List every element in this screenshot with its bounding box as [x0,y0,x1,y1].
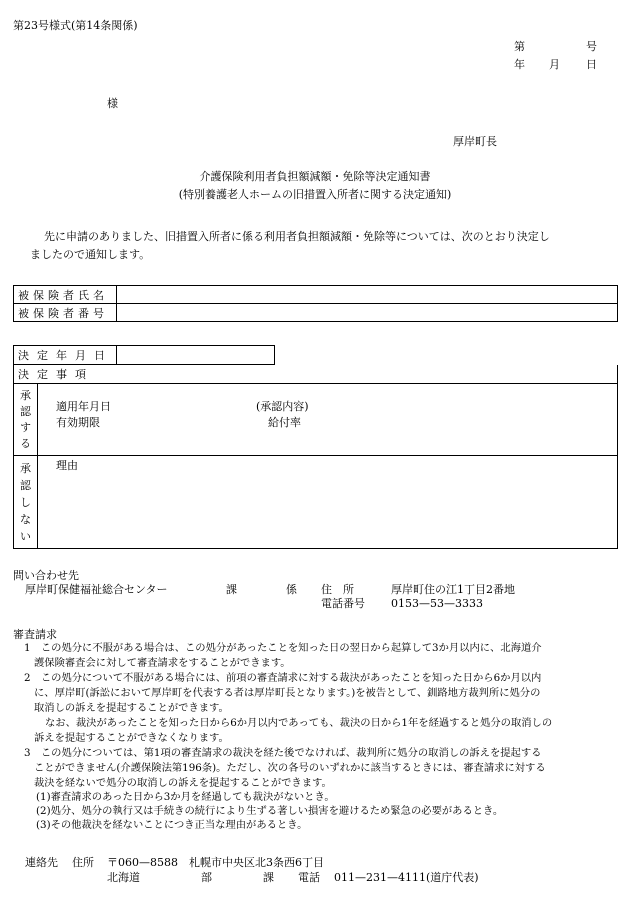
inquiry-heading: 問い合わせ先 [13,569,79,582]
deny-char-3: し [20,496,31,509]
date-year-label: 年 [514,58,525,71]
inquiry-address: 厚岸町住の江1丁目2番地 [391,583,515,596]
review-sub2: (2)処分、処分の執行又は手続きの続行により生ずる著しい損害を避けるため緊急の必要があるとき。 [36,805,504,817]
contact-phone: 011—231—4111(道庁代表) [334,871,479,884]
approve-label-cell [14,384,38,455]
contact-ka: 課 [263,871,274,884]
inquiry-kakari: 係 [286,583,297,596]
contact-address: 〒060—8588 札幌市中央区北3条西6丁目 [107,856,324,869]
inquiry-ka: 課 [226,583,237,596]
reason-label: 理由 [56,459,78,472]
insured-name-label: 被保険者氏名 [14,286,117,304]
review-heading: 審査請求 [13,628,57,641]
deny-char-1: 承 [20,462,31,475]
review-sub3: (3)その他裁決を経ないことにつき正当な理由があるとき。 [36,819,308,831]
intro-line-1: 先に申請のありました、旧措置入所者に係る利用者負担額減額・免除等については、次のとおり決定し [44,230,550,243]
review-item3-line3: 裁決を経ないで処分の取消しの訴えを提起することができます。 [34,777,332,789]
contact-phone-label: 電話 [298,871,320,884]
insured-table [13,285,618,322]
contact-address-label: 住所 [72,856,94,869]
review-item3-line1: 3 この処分については、第1項の審査請求の裁決を経た後でなければ、裁判所に処分の取消しの訴えを提起する [24,747,542,759]
number-label-go: 号 [586,40,597,53]
approve-char-4: る [20,437,31,450]
review-item2-line5: 訴えを提起することができなくなります。 [34,732,229,744]
document-subtitle: (特別養護老人ホームの旧措置入所者に関する決定通知) [178,188,452,201]
approve-char-2: 認 [20,405,31,418]
deny-label-cell [14,456,38,549]
decision-items-header [14,365,617,384]
decision-items-label: 決定事項 [18,368,94,381]
decision-date-label: 決定年月日 [14,346,117,365]
approve-char-3: す [20,421,31,434]
approve-char-1: 承 [20,389,31,402]
valid-period-label: 有効期限 [56,416,100,429]
apply-date-label: 適用年月日 [56,400,111,413]
contact-bu: 部 [201,871,212,884]
inquiry-phone: 0153—53—3333 [391,597,483,610]
review-sub1: (1)審査請求のあった日から3か月を経過しても裁決がないとき。 [36,791,335,803]
decision-date-table [13,345,275,365]
date-month-label: 月 [549,58,560,71]
decision-items-box [13,365,618,549]
insured-number-label: 被保険者番号 [14,304,117,322]
review-item2-line1: 2 この処分について不服がある場合には、前項の審査請求に対する裁決があったことを知った日から6か月以内 [24,672,542,684]
benefit-rate-label: 給付率 [268,416,301,429]
review-item2-line3: 取消しの訴えを提起することができます。 [34,702,229,714]
intro-line-2: ましたので通知します。 [30,248,151,261]
addressee-suffix: 様 [107,97,118,110]
contact-label: 連絡先 [25,856,58,869]
approval-content-label: (承認内容) [256,400,309,413]
deny-row [14,456,617,549]
review-item1-line2: 護保険審査会に対して審査請求をすることができます。 [34,657,291,669]
decision-date-field[interactable] [117,346,275,365]
approve-row [14,384,617,456]
contact-org: 北海道 [107,871,140,884]
review-item3-line2: ことができません(介護保険法第196条)。ただし、次の各号のいずれかに該当するときには、審査請求に対する [34,762,546,774]
inquiry-phone-label: 電話番号 [321,597,365,610]
review-item2-line2: に、厚岸町(訴訟において厚岸町を代表する者は厚岸町長となります。)を被告として、釧路地方裁判所に処分の [34,687,541,699]
date-day-label: 日 [586,58,597,71]
inquiry-address-label: 住 所 [321,583,354,596]
inquiry-office: 厚岸町保健福祉総合センター [25,583,168,596]
deny-char-2: 認 [20,479,31,492]
review-item1-line1: 1 この処分に不服がある場合は、この処分があったことを知った日の翌日から起算して3か月以内に、北海道介 [24,642,542,654]
document-title: 介護保険利用者負担額減額・免除等決定通知書 [199,170,431,183]
insured-number-field[interactable] [117,304,618,322]
review-item2-line4: なお、裁決があったことを知った日から6か月以内であっても、裁決の日から1年を経過すると処分の取消しの [45,717,553,729]
number-label-dai: 第 [514,40,525,53]
issuer: 厚岸町長 [453,135,497,148]
form-number: 第23号様式(第14条関係) [13,19,138,32]
deny-char-5: い [20,530,31,543]
deny-char-4: な [20,513,31,526]
insured-name-field[interactable] [117,286,618,304]
